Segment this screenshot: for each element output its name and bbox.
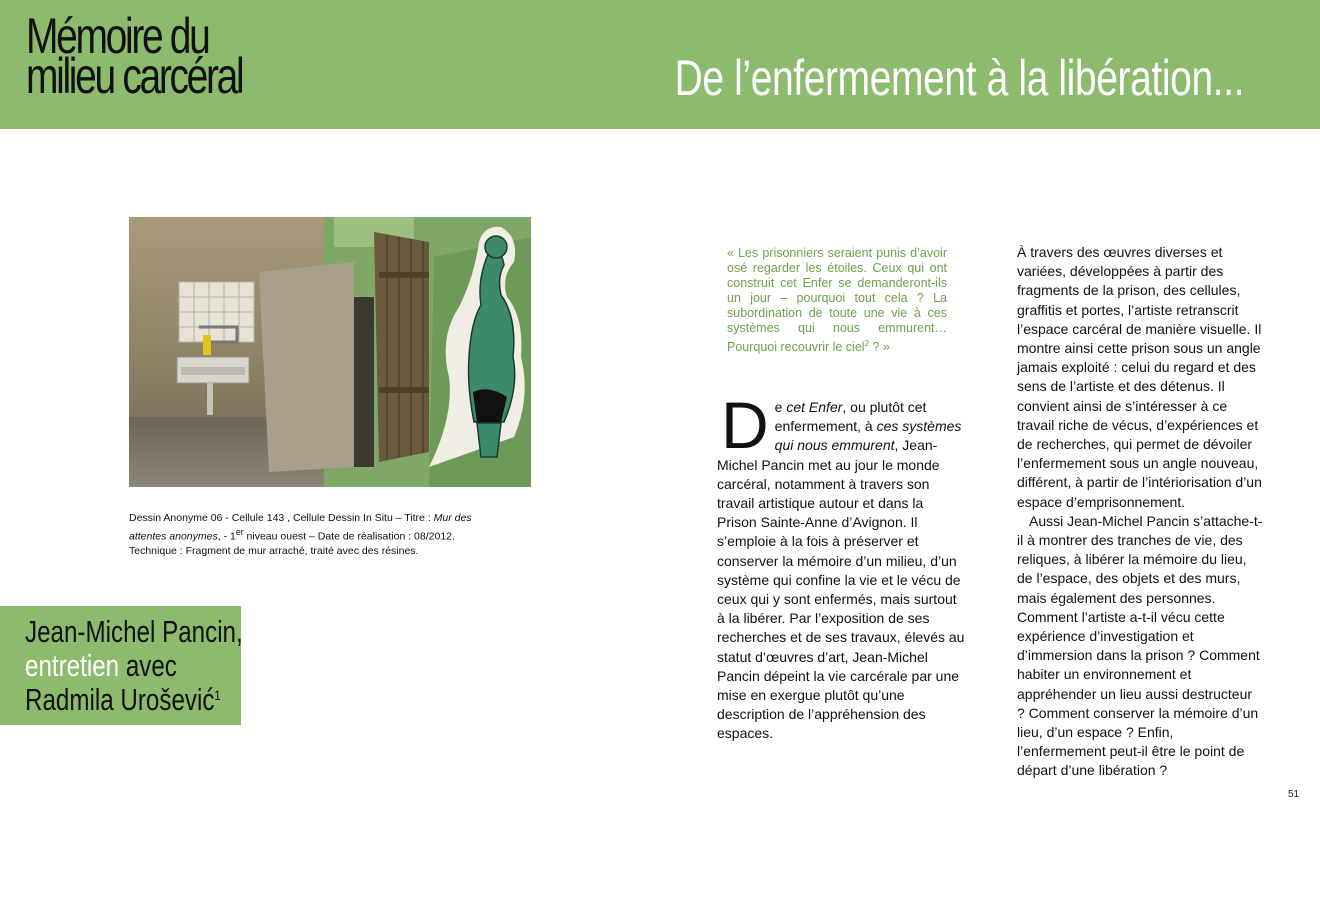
caption-part-c: niveau ouest – Date de réalisation : 08/2012. [243, 530, 455, 543]
cell-photograph [129, 217, 531, 487]
interviewer-name: Radmila Urošević [25, 682, 215, 717]
article-column-1 [717, 388, 965, 744]
pull-quote-end: ? » [869, 340, 890, 355]
caption-technique: Technique : Fragment de mur arraché, traité avec des résines. [129, 544, 419, 557]
pull-quote-text: « Les prisonniers seraient punis d’avoir osé regarder les étoiles. Ceux qui ont construit cet Enfer se demanderont-ils un jour – pourquoi tout cela ? La subordination de toute une vie à ces systèmes qui nous emmurent… Pourquoi recouvrir le ciel [727, 246, 947, 355]
caption-part-b: , - 1 [217, 530, 236, 543]
author-heading [25, 615, 243, 722]
p1-em-1: cet Enfer [786, 399, 843, 415]
rubric-line-1: Mémoire du [26, 8, 209, 64]
drop-cap: D [721, 388, 769, 462]
author-line-2 [25, 649, 243, 683]
article-column-2 [1017, 243, 1263, 781]
p1-em-2: ces systèmes qui nous emmurent [774, 418, 962, 454]
article-paragraph-3: Aussi Jean-Michel Pancin s’attache-t-il à montrer des tranches de vie, des reliques, à libérer la mémoire du lieu, de l’espace, des objets et des murs, mais également des personnes. Comment l’artiste a-t-il vécu cette expérience d’investigation et d’immersion dans la prison ? Comment habiter un environnement et appréhender un lieu aussi destructeur ? Comment conserver la mémoire d’un lieu, d’un espace ? Enfin, l’enfermement peut-il être le point de départ d’une libération ? [1017, 512, 1263, 779]
caption-sup: er [235, 527, 244, 537]
footnote-ref-2: 2 [864, 339, 870, 348]
page-title: De l’enfermement à la libération... [674, 50, 1244, 106]
article-paragraph-2: À travers des œuvres diverses et variées, développées à partir des fragments de la prison, des cellules, graffitis et portes, l’artiste retranscrit l’espace carcéral de manière visuelle. Il montre ainsi cette prison sous un angle jamais exploité : celui du regard et des sens de l’artiste et des détenus. Il convient ainsi de s’intéresser à ce travail riche de vécus, d’expériences et de recherches, qui permet de dévoiler l’enfermement sous un angle nouveau, différent, à partir de l’intériorisation d’un espace d’emprisonnement. [1017, 244, 1262, 510]
p1-part-a: e [774, 399, 787, 415]
author-word-entretien: entretien [25, 648, 120, 683]
cell-photograph-illustration [129, 217, 531, 487]
section-rubric [26, 8, 243, 104]
author-word-avec: avec [119, 648, 177, 683]
author-line-1: Jean-Michel Pancin, [25, 614, 243, 649]
pull-quote [727, 246, 947, 355]
rubric-line-2: milieu carcéral [26, 48, 243, 104]
footnote-ref-1: 1 [214, 687, 221, 703]
page-number: 51 [1288, 789, 1300, 800]
caption-artwork-title: Mur des attentes anonymes [129, 512, 472, 543]
figure-caption [129, 511, 509, 558]
caption-part-a: Dessin Anonyme 06 - Cellule 143 , Cellule Dessin In Situ – Titre : [129, 512, 434, 524]
p1-part-c: , Jean-Michel Pancin met au jour le monde carcéral, notamment à travers son travail artistique autour et dans la Prison Sainte-Anne d’Avignon. Il s’emploie à la fois à préserver et conserver la mémoire d’un milieu, d’un système qui confine la vie et le vécu de ceux qui y sont enfermés, mais surtout à la libérer. Par l’exposition de ses recherches et de ses travaux, élevés au statut d’œuvres d’art, Jean-Michel Pancin dépeint la vie carcérale par une mise en exergue plutôt qu’une description de l’appréhension des espaces. [717, 437, 965, 742]
p1-part-b: , ou plutôt cet enfermement, à [774, 399, 927, 435]
author-line-3 [25, 683, 243, 722]
